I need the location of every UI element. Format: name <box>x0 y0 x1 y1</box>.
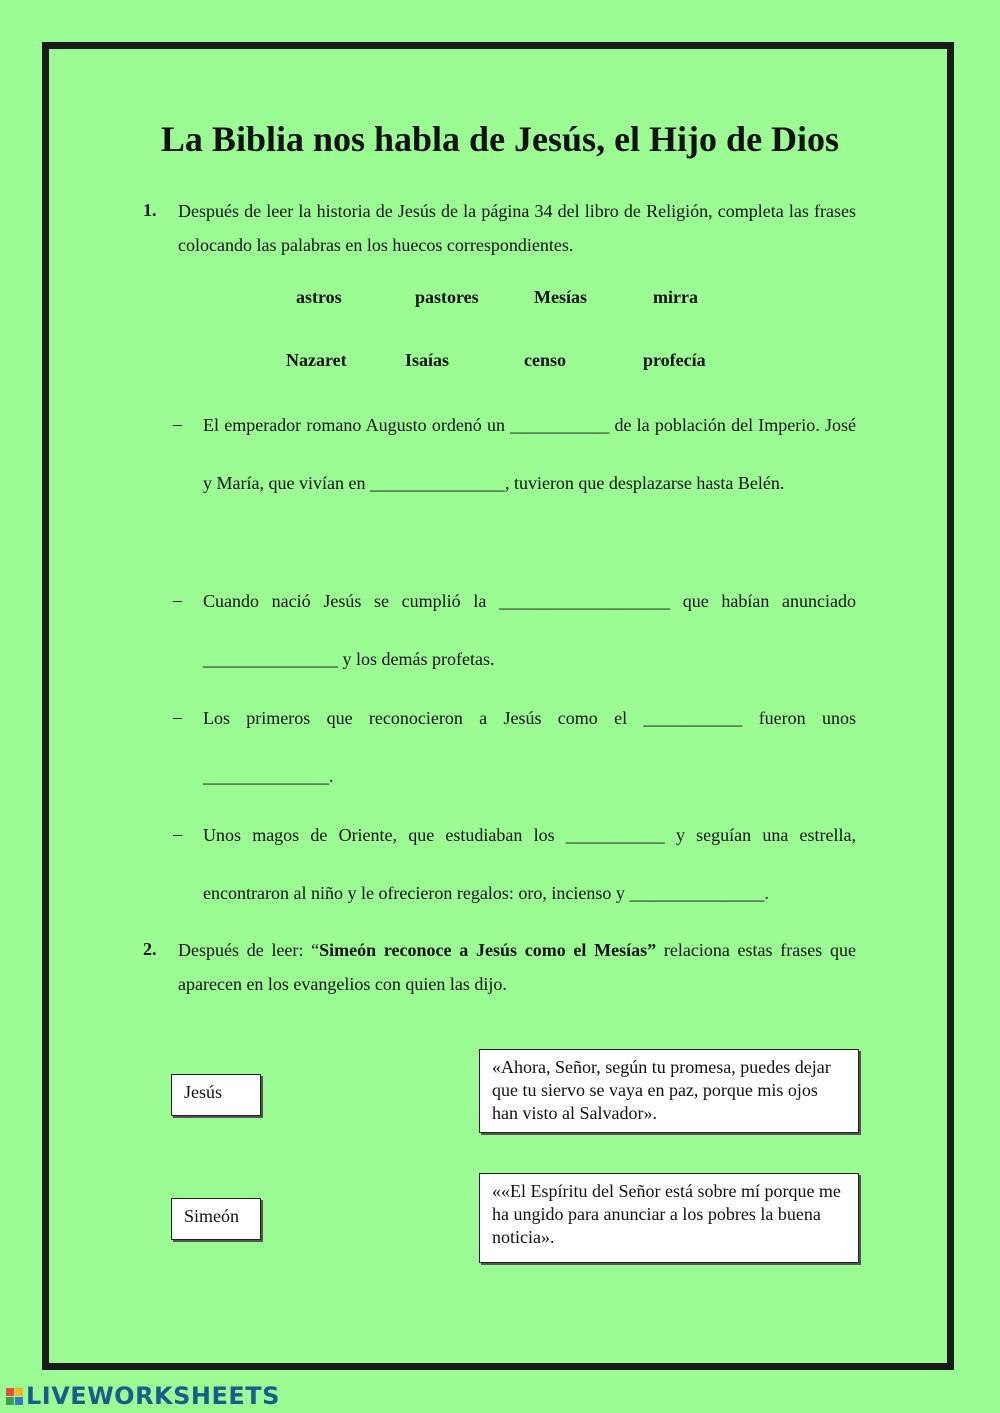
logo-mark-icon <box>6 1388 23 1405</box>
word-bank-item: Isaías <box>405 350 450 370</box>
fill-in-sentence-1[interactable]: El emperador romano Augusto ordenó un ___________ de la población del Imperio. José y María, que vivían en _______________, tuvieron que desplazarse hasta Belén. <box>203 415 856 493</box>
word-bank-item: mirra <box>653 287 698 307</box>
fill-in-sentence-2[interactable]: Cuando nació Jesús se cumplió la ___________________ que habían anunciado _______________ y los demás profetas. <box>203 591 856 669</box>
question-1-number: 1. <box>143 200 157 220</box>
sentence-bullet: – <box>173 590 182 610</box>
sentence-bullet: – <box>173 824 182 844</box>
fill-in-sentence-4[interactable]: Unos magos de Oriente, que estudiaban los ___________ y seguían una estrella, encontraron al niño y le ofrecieron regalos: oro, incienso y _______________. <box>203 825 856 903</box>
name-box-simeon[interactable]: Simeón <box>171 1198 261 1240</box>
word-bank-item: pastores <box>415 287 479 307</box>
liveworksheets-logo <box>6 1381 280 1411</box>
sentence-bullet: – <box>173 707 182 727</box>
page-title: La Biblia nos habla de Jesús, el Hijo de Dios <box>160 119 840 159</box>
question-2-number: 2. <box>143 939 157 959</box>
word-bank-item: profecía <box>643 350 706 370</box>
quote-box-2[interactable]: ««El Espíritu del Señor está sobre mí porque me ha ungido para anunciar a los pobres la buena noticia». <box>479 1173 859 1263</box>
logo-text: LIVEWORKSHEETS <box>26 1382 280 1410</box>
question-1-text: Después de leer la historia de Jesús de la página 34 del libro de Religión, completa las frases colocando las palabras en los huecos correspondientes. <box>178 201 856 255</box>
sentence-bullet: – <box>173 414 182 434</box>
fill-in-sentence-3[interactable]: Los primeros que reconocieron a Jesús como el ___________ fueron unos ______________. <box>203 708 856 786</box>
quote-box-1[interactable]: «Ahora, Señor, según tu promesa, puedes dejar que tu siervo se vaya en paz, porque mis ojos han visto al Salvador». <box>479 1049 859 1133</box>
word-bank-item: astros <box>296 287 342 307</box>
word-bank-item: Nazaret <box>286 350 347 370</box>
question-2-text: Después de leer: “Simeón reconoce a Jesús como el Mesías” relaciona estas frases que aparecen en los evangelios con quien las dijo. <box>178 940 856 994</box>
word-bank-item: Mesías <box>534 287 587 307</box>
name-box-jesus[interactable]: Jesús <box>171 1074 261 1116</box>
word-bank-item: censo <box>524 350 566 370</box>
